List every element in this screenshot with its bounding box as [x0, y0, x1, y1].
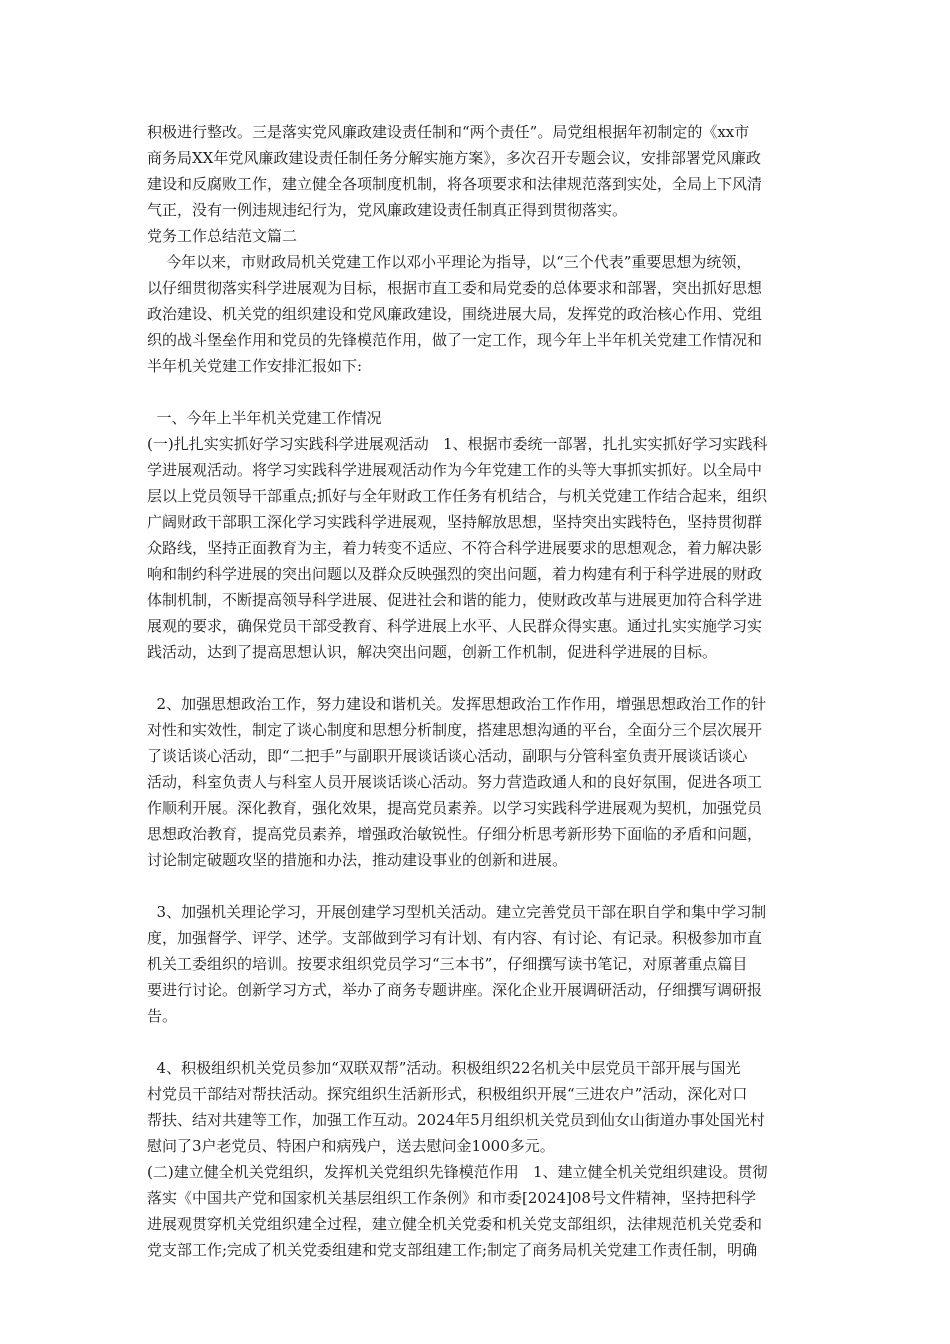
text-line: 思想政治教育，提高党员素养，增强政治敏锐性。仔细分析思考新形势下面临的矛盾和问题， [147, 825, 763, 843]
text-line: 党务工作总结范文篇二 [147, 227, 298, 245]
text-line: 气正，没有一例违规违纪行为，党风廉政建设责任制真正得到贯彻落实。 [147, 201, 628, 219]
text-line: 告。 [147, 1007, 178, 1025]
text-line: 商务局XX年党风廉政建设责任制任务分解实施方案》，多次召开专题会议，安排部署党风廉政 [147, 149, 761, 167]
text-line: 党支部工作;完成了机关党委组建和党支部组建工作;制定了商务局机关党建工作责任制，明确 [147, 1241, 758, 1259]
text-line: 响和制约科学进展的突出问题以及群众反映强烈的突出问题，着力构建有利于科学进展的财政 [147, 565, 763, 583]
text-line: 积极进行整改。三是落实党风廉政建设责任制和“两个责任”。局党组根据年初制定的《xx市 [147, 123, 750, 141]
text-line: 机关工委组织的培训。按要求组织党员学习“三本书”，仔细撰写读书笔记，对原著重点篇目 [147, 955, 748, 973]
text-line: 村党员干部结对帮扶活动。探究组织生活新形式，积极组织开展“三进农户”活动，深化对口 [147, 1085, 748, 1103]
text-line: 一、今年上半年机关党建工作情况 [147, 409, 382, 427]
text-line: 了谈话谈心活动，即“二把手”与副职开展谈话谈心活动，副职与分管科室负责开展谈话谈心 [147, 747, 748, 765]
text-line: (二)建立健全机关党组织，发挥机关党组织先锋模范作用 1、建立健全机关党组织建设。贯彻 [147, 1163, 768, 1181]
text-line: 慰问了3户老党员、特困户和病残户，送去慰问金1000多元。 [147, 1137, 555, 1155]
text-line: 以仔细贯彻落实科学进展观为目标，根据市直工委和局党委的总体要求和部署，突出抓好思想 [147, 279, 763, 297]
text-line: 作顺利开展。深化教育，强化效果，提高党员素养。以学习实践科学进展观为契机，加强党员 [147, 799, 763, 817]
text-line: 3、加强机关理论学习，开展创建学习型机关活动。建立完善党员干部在职自学和集中学习制 [147, 903, 767, 921]
text-line: 体制机制，不断提高领导科学进展、促进社会和谐的能力，使财政改革与进展更加符合科学进 [147, 591, 763, 609]
text-line: 织的战斗堡垒作用和党员的先锋模范作用，做了一定工作，现今年上半年机关党建工作情况和 [147, 331, 763, 349]
text-line: 广阔财政干部职工深化学习实践科学进展观，坚持解放思想，坚持突出实践特色，坚持贯彻群 [147, 513, 763, 531]
text-line: 帮扶、结对共建等工作，加强工作互动。2024年5月组织机关党员到仙女山街道办事处国光村 [147, 1111, 765, 1129]
text-line: 众路线，坚持正面教育为主，着力转变不适应、不符合科学进展要求的思想观念，着力解决影 [147, 539, 763, 557]
text-line: 对性和实效性，制定了谈心制度和思想分析制度，搭建思想沟通的平台，全面分三个层次展开 [147, 721, 763, 739]
text-line: 4、积极组织机关党员参加“双联双帮”活动。积极组织22名机关中层党员干部开展与国光 [147, 1059, 741, 1077]
text-line: 层以上党员领导干部重点;抓好与全年财政工作任务有机结合，与机关党建工作结合起来，组织 [147, 487, 768, 505]
text-line: 今年以来，市财政局机关党建工作以邓小平理论为指导，以“三个代表”重要思想为统领， [147, 253, 752, 271]
text-line: 展观的要求，确保党员干部受教育、科学进展上水平、人民群众得实惠。通过扎实实施学习实 [147, 617, 763, 635]
text-line: 政治建设、机关党的组织建设和党风廉政建设，围绕进展大局，发挥党的政治核心作用、党组 [147, 305, 763, 323]
text-line: 活动，科室负责人与科室人员开展谈话谈心活动。努力营造政通人和的良好氛围，促进各项工 [147, 773, 763, 791]
text-line: 进展观贯穿机关党组织建全过程，建立健全机关党委和机关党支部组织，法律规范机关党委和 [147, 1215, 763, 1233]
text-line: 建设和反腐败工作，建立健全各项制度机制，将各项要求和法律规范落到实处，全局上下风清 [147, 175, 763, 193]
text-line: 度，加强督学、评学、述学。支部做到学习有计划、有内容、有讨论、有记录。积极参加市直 [147, 929, 763, 947]
text-line: 2、加强思想政治工作，努力建设和谐机关。发挥思想政治工作作用，增强思想政治工作的针 [147, 695, 767, 713]
text-line: 要进行讨论。创新学习方式，举办了商务专题讲座。深化企业开展调研活动，仔细撰写调研报 [147, 981, 763, 999]
text-line: 践活动，达到了提高思想认识，解决突出问题，创新工作机制，促进科学进展的目标。 [147, 643, 718, 661]
text-line: 落实《中国共产党和国家机关基层组织工作条例》和市委[2024]08号文件精神，坚持把科学 [147, 1189, 756, 1207]
text-line: 讨论制定破题攻坚的措施和办法，推动建设事业的创新和进展。 [147, 851, 568, 869]
text-line: 半年机关党建工作安排汇报如下: [147, 357, 363, 375]
text-line: 学进展观活动。将学习实践科学进展观活动作为今年党建工作的头等大事抓实抓好。以全局中 [147, 461, 763, 479]
text-line: (一)扎扎实实抓好学习实践科学进展观活动 1、根据市委统一部署，扎扎实实抓好学习实践科 [147, 435, 768, 453]
